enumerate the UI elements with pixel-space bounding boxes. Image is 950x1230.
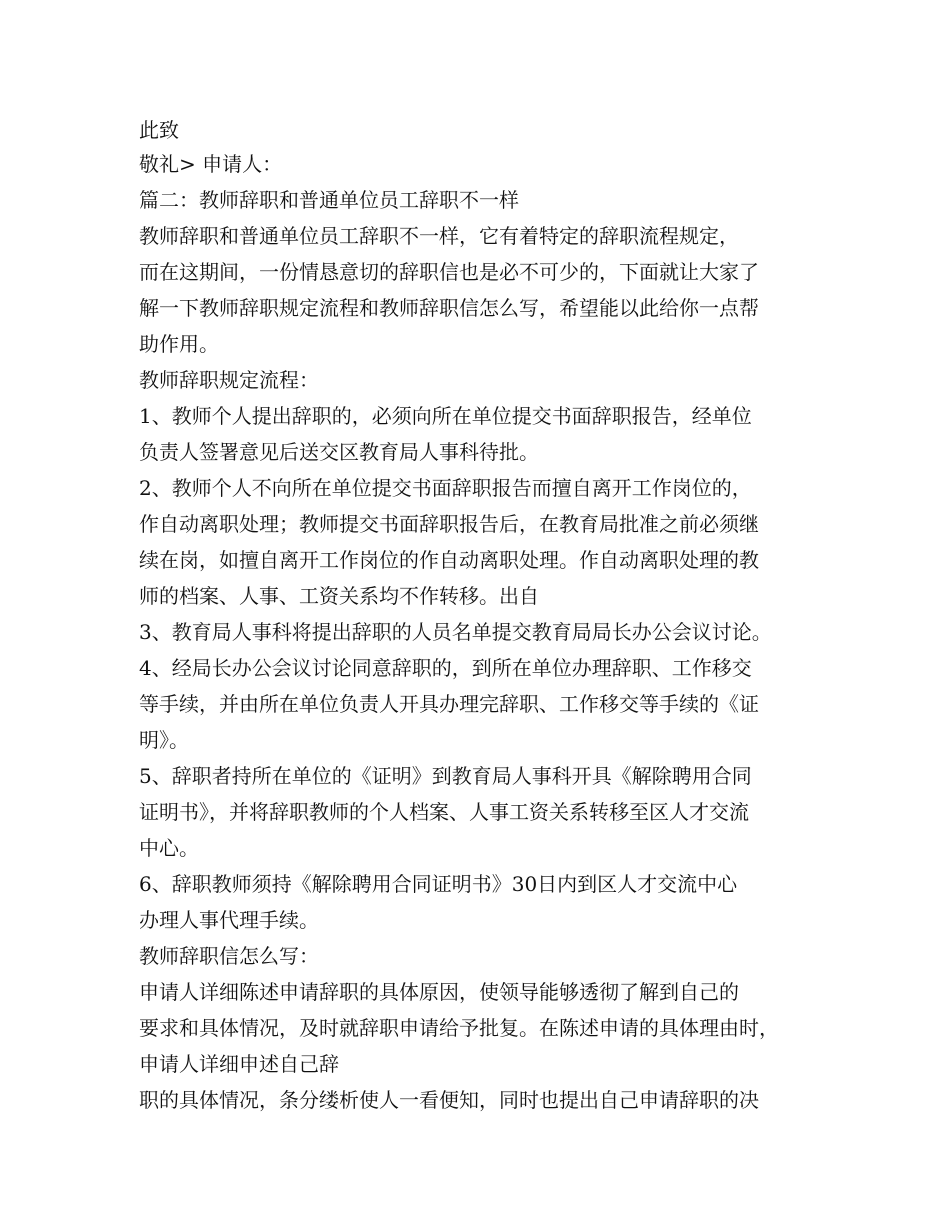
subheading: 教师辞职信怎么写：	[139, 944, 319, 968]
text-line: 3、教育局人事科将提出辞职的人员名单提交教育局局长办公会议讨论。	[139, 620, 772, 644]
text-line: 办理人事代理手续。	[139, 908, 319, 932]
text-line: 2、教师个人不向所在单位提交书面辞职报告而擅自离开工作岗位的，	[139, 476, 752, 500]
section-heading: 篇二：教师辞职和普通单位员工辞职不一样	[139, 188, 519, 212]
text-line: 续在岗，如擅自离开工作岗位的作自动离职处理。作自动离职处理的教	[139, 548, 759, 572]
text-line: 6、辞职教师须持《解除聘用合同证明书》30日内到区人才交流中心	[139, 872, 738, 896]
text-line: 证明书》，并将辞职教师的个人档案、人事工资关系转移至区人才交流	[139, 800, 749, 824]
text-line: 明》。	[139, 728, 189, 752]
text-line: 此致	[139, 118, 179, 142]
text-line: 敬礼> 申请人：	[139, 152, 283, 176]
text-line: 作自动离职处理；教师提交书面辞职报告后，在教育局批准之前必须继	[139, 512, 759, 536]
text-line: 申请人详细申述自己辞	[139, 1052, 339, 1076]
text-line: 1、教师个人提出辞职的，必须向所在单位提交书面辞职报告，经单位	[139, 404, 752, 428]
text-line: 中心。	[139, 836, 199, 860]
text-line: 而在这期间，一份情恳意切的辞职信也是必不可少的，下面就让大家了	[139, 260, 759, 284]
subheading: 教师辞职规定流程：	[139, 368, 319, 392]
text-line: 教师辞职和普通单位员工辞职不一样，它有着特定的辞职流程规定，	[139, 224, 739, 248]
text-line: 师的档案、人事、工资关系均不作转移。出自	[139, 584, 539, 608]
text-line: 要求和具体情况，及时就辞职申请给予批复。在陈述申请的具体理由时，	[139, 1016, 779, 1040]
text-line: 职的具体情况，条分缕析使人一看便知，同时也提出自己申请辞职的决	[139, 1088, 759, 1112]
text-line: 负责人签署意见后送交区教育局人事科待批。	[139, 440, 539, 464]
text-line: 助作用。	[139, 332, 219, 356]
text-line: 4、经局长办公会议讨论同意辞职的，到所在单位办理辞职、工作移交	[139, 656, 752, 680]
text-line: 5、辞职者持所在单位的《证明》到教育局人事科开具《解除聘用合同	[139, 764, 752, 788]
text-line: 解一下教师辞职规定流程和教师辞职信怎么写，希望能以此给你一点帮	[139, 296, 759, 320]
text-line: 申请人详细陈述申请辞职的具体原因，使领导能够透彻了解到自己的	[139, 980, 739, 1004]
text-line: 等手续，并由所在单位负责人开具办理完辞职、工作移交等手续的《证	[139, 692, 759, 716]
